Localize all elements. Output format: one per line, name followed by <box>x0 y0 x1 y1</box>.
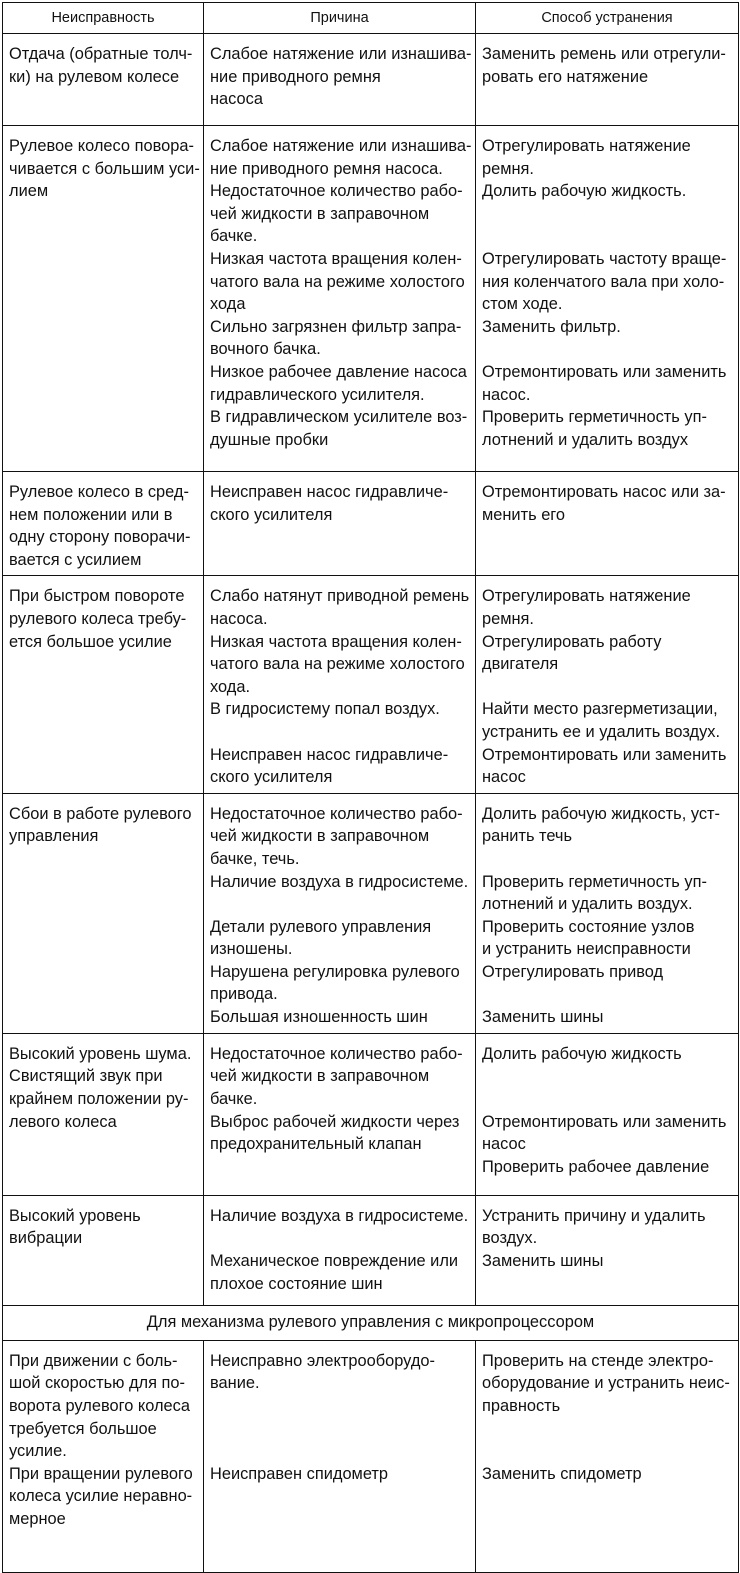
cell-line: предохранительный клапан <box>210 1135 422 1154</box>
cell-line: Заменить спидометр <box>482 1464 642 1483</box>
cell-line: Недостаточное количество рабо- <box>210 1044 463 1063</box>
cell-line: Неисправно электрооборудо- <box>210 1351 435 1370</box>
cell-line: изношены. <box>210 940 293 959</box>
table-row <box>3 34 739 126</box>
section-title-row <box>3 1305 739 1340</box>
cell-line: Долить рабочую жидкость <box>482 1044 682 1063</box>
table-row <box>3 1340 739 1572</box>
cell-line: Заменить шины <box>482 1008 604 1027</box>
cell-line: Недостаточное количество рабо- <box>210 182 463 201</box>
table-header <box>3 3 739 34</box>
blank-line <box>482 1065 732 1088</box>
blank-line <box>482 983 732 1006</box>
cell-line: Заменить шины <box>482 1251 604 1270</box>
fix-cell <box>476 126 739 472</box>
cause-cell <box>204 1033 476 1195</box>
blank-line <box>482 1440 732 1463</box>
cell-line: Слабо натянут приводной ремень <box>210 587 470 606</box>
cell-line: Детали рулевого управления <box>210 917 432 936</box>
cell-line: Отрегулировать работу <box>482 632 662 651</box>
cell-line: Наличие воздуха в гидросистеме. <box>210 1206 469 1225</box>
cell-line: Наличие воздуха в гидросистеме. <box>210 872 469 891</box>
cell-line: рулевого колеса требу- <box>9 609 187 628</box>
cell-line: насос. <box>482 385 531 404</box>
cell-line: Отрегулировать частоту враще- <box>482 249 727 268</box>
fix-cell <box>476 793 739 1033</box>
cell-line: Неисправен насос гидравличе- <box>210 745 449 764</box>
cell-line: одну сторону поворачи- <box>9 528 191 547</box>
cell-line: менить его <box>482 505 566 524</box>
fault-cell <box>3 1195 204 1305</box>
table-row <box>3 126 739 472</box>
cause-cell <box>204 1195 476 1305</box>
cell-line: ского усилителя <box>210 505 333 524</box>
cell-line: Сбои в работе рулевого <box>9 804 192 823</box>
cell-line: двигателя <box>482 655 559 674</box>
cell-line: вается с усилием <box>9 550 142 569</box>
cell-line: устранить ее и удалить воздух. <box>482 722 721 741</box>
blank-line <box>210 893 469 916</box>
blank-line <box>210 1227 469 1250</box>
cell-line: воздух. <box>482 1229 538 1248</box>
cell-line: Механическое повреждение или <box>210 1251 459 1270</box>
cell-line: привода. <box>210 985 278 1004</box>
cell-line: ние приводного ремня <box>210 67 381 86</box>
cell-line: ворота рулевого колеса <box>9 1396 190 1415</box>
cell-line: При быстром повороте <box>9 587 185 606</box>
cell-line: Рулевое колесо в сред- <box>9 483 189 501</box>
cell-line: колеса усилие неравно- <box>9 1487 193 1506</box>
fault-cell <box>3 1033 204 1195</box>
cell-line: чей жидкости в заправочном <box>210 204 430 223</box>
fault-cell <box>3 126 204 472</box>
cause-cell <box>204 793 476 1033</box>
cell-line: насоса. <box>210 609 268 628</box>
cell-line: В гидросистему попал воздух. <box>210 700 440 719</box>
cell-line: Проверить герметичность уп- <box>482 408 707 427</box>
cell-line: вибрации <box>9 1229 83 1248</box>
cell-line: бачке, течь. <box>210 849 300 868</box>
table-row <box>3 1195 739 1305</box>
cell-line: душные пробки <box>210 430 329 449</box>
cell-line: насос <box>482 768 526 787</box>
cell-line: Отрегулировать натяжение <box>482 137 691 155</box>
cell-line: вочного бачка. <box>210 340 321 359</box>
blank-line <box>482 225 732 248</box>
blank-line <box>210 1440 469 1463</box>
cause-cell <box>204 1340 476 1572</box>
blank-line <box>482 1088 732 1111</box>
fix-cell <box>476 1033 739 1195</box>
blank-line <box>210 1418 469 1441</box>
cell-line: левого колеса <box>9 1112 117 1131</box>
cell-line: оборудование и устранить неис- <box>482 1374 730 1393</box>
cell-line: Высокий уровень шума. <box>9 1044 192 1063</box>
cell-line: При движении с боль- <box>9 1351 178 1370</box>
cause-cell <box>204 576 476 793</box>
cell-line: Отремонтировать или заменить <box>482 745 727 764</box>
cell-line: Недостаточное количество рабо- <box>210 804 463 823</box>
cause-cell <box>204 472 476 576</box>
header-row <box>3 3 739 34</box>
cell-line: Сильно загрязнен фильтр запра- <box>210 317 462 336</box>
cell-line: чей жидкости в заправочном <box>210 827 430 846</box>
blank-line <box>482 338 732 361</box>
header-fault: Неисправность <box>3 3 204 34</box>
cell-line: Заменить ремень или отрегули- <box>482 45 726 63</box>
cell-line: Свистящий звук при <box>9 1067 163 1086</box>
fix-cell <box>476 472 739 576</box>
fault-cell <box>3 472 204 576</box>
cell-line: ки) на рулевом колесе <box>9 67 180 86</box>
fault-cell <box>3 34 204 126</box>
cell-line: чатого вала на режиме холостого <box>210 655 465 674</box>
fault-cell <box>3 576 204 793</box>
cell-line: Проверить рабочее давление <box>482 1157 710 1176</box>
cell-line: Долить рабочую жидкость. <box>482 182 687 201</box>
cell-line: Найти место разгерметизации, <box>482 700 718 719</box>
cause-cell <box>204 34 476 126</box>
cell-line: В гидравлическом усилителе воз- <box>210 408 468 427</box>
blank-line <box>482 203 732 226</box>
cell-line: лотнений и удалить воздух <box>482 430 689 449</box>
cell-line: Нарушена регулировка рулевого <box>210 962 460 981</box>
cell-line: насос <box>482 1135 526 1154</box>
cell-line: Низкая частота вращения колен- <box>210 249 462 268</box>
cell-line: Проверить на стенде электро- <box>482 1351 714 1370</box>
fix-cell <box>476 34 739 126</box>
fix-cell <box>476 1195 739 1305</box>
cell-line: ровать его натяжение <box>482 67 649 86</box>
fix-cell <box>476 576 739 793</box>
cell-line: мерное <box>9 1509 66 1528</box>
cell-line: Отрегулировать привод <box>482 962 664 981</box>
cell-line: Неисправен спидометр <box>210 1464 389 1483</box>
cell-line: требуется большое <box>9 1419 157 1438</box>
cell-line: Слабое натяжение или изнашива- <box>210 137 472 155</box>
cell-line: Отремонтировать насос или за- <box>482 483 726 501</box>
blank-line <box>482 1418 732 1441</box>
cell-line: Заменить фильтр. <box>482 317 621 336</box>
cell-line: ние приводного ремня насоса. <box>210 159 443 178</box>
cell-line: чивается с большим уси- <box>9 159 200 178</box>
cell-line: чей жидкости в заправочном <box>210 1067 430 1086</box>
fault-cell <box>3 793 204 1033</box>
cell-line: Долить рабочую жидкость, уст- <box>482 804 720 823</box>
cell-line: правность <box>482 1396 561 1415</box>
cell-line: ремня. <box>482 609 534 628</box>
blank-line <box>482 848 732 871</box>
cell-line: Высокий уровень <box>9 1206 141 1225</box>
cell-line: хода. <box>210 677 250 696</box>
cell-line: лотнений и удалить воздух. <box>482 895 693 914</box>
table-row <box>3 1033 739 1195</box>
blank-line <box>210 1395 469 1418</box>
cell-line: стом ходе. <box>482 295 563 314</box>
cell-line: Большая изношенность шин <box>210 1008 428 1027</box>
cell-line: Отдача (обратные толч- <box>9 45 193 63</box>
cell-line: Проверить герметичность уп- <box>482 872 707 891</box>
cell-line: Рулевое колесо повора- <box>9 137 194 155</box>
cell-line: ранить течь <box>482 827 573 846</box>
fix-cell <box>476 1340 739 1572</box>
section-title: Для механизма рулевого управления с микропроцессором <box>3 1305 739 1340</box>
cell-line: Проверить состояние узлов <box>482 917 695 936</box>
cell-line: Устранить причину и удалить <box>482 1206 706 1225</box>
cell-line: ского усилителя <box>210 768 333 787</box>
cell-line: ется большое усилие <box>9 632 172 651</box>
cell-line: бачке. <box>210 1089 258 1108</box>
cause-cell <box>204 126 476 472</box>
cell-line: и устранить неисправности <box>482 940 691 959</box>
cell-line: Низкая частота вращения колен- <box>210 632 462 651</box>
microprocessor-section <box>3 1305 739 1572</box>
cell-line: гидравлического усилителя. <box>210 385 425 404</box>
header-fix: Способ устранения <box>476 3 739 34</box>
cell-line: чатого вала на режиме холостого <box>210 272 465 291</box>
cell-line: плохое состояние шин <box>210 1274 383 1293</box>
cell-line: Низкое рабочее давление насоса <box>210 362 467 381</box>
cell-line: бачке. <box>210 227 258 246</box>
table-body <box>3 34 739 1306</box>
cell-line: усилие. <box>9 1442 67 1461</box>
cell-line: Неисправен насос гидравличе- <box>210 483 449 501</box>
cell-line: лием <box>9 182 49 201</box>
cell-line: шой скоростью для по- <box>9 1374 185 1393</box>
cell-line: Отрегулировать натяжение <box>482 587 691 606</box>
cell-line: насоса <box>210 90 263 109</box>
fault-cell <box>3 1340 204 1572</box>
cell-line: вание. <box>210 1374 260 1393</box>
cell-line: крайнем положении ру- <box>9 1089 189 1108</box>
cell-line: хода <box>210 295 246 314</box>
cell-line: ремня. <box>482 159 534 178</box>
cell-line: нем положении или в <box>9 505 173 524</box>
table-row <box>3 576 739 793</box>
cell-line: При вращении рулевого <box>9 1464 193 1483</box>
table-row <box>3 793 739 1033</box>
cell-line: Слабое натяжение или изнашива- <box>210 45 472 63</box>
table-row <box>3 472 739 576</box>
cell-line: Выброс рабочей жидкости через <box>210 1112 460 1131</box>
cell-line: управления <box>9 827 99 846</box>
blank-line <box>482 676 732 699</box>
blank-line <box>210 721 469 744</box>
troubleshooting-table <box>2 2 739 1573</box>
header-cause: Причина <box>204 3 476 34</box>
cell-line: Отремонтировать или заменить <box>482 362 727 381</box>
cell-line: Отремонтировать или заменить <box>482 1112 727 1131</box>
cell-line: ния коленчатого вала при холо- <box>482 272 725 291</box>
